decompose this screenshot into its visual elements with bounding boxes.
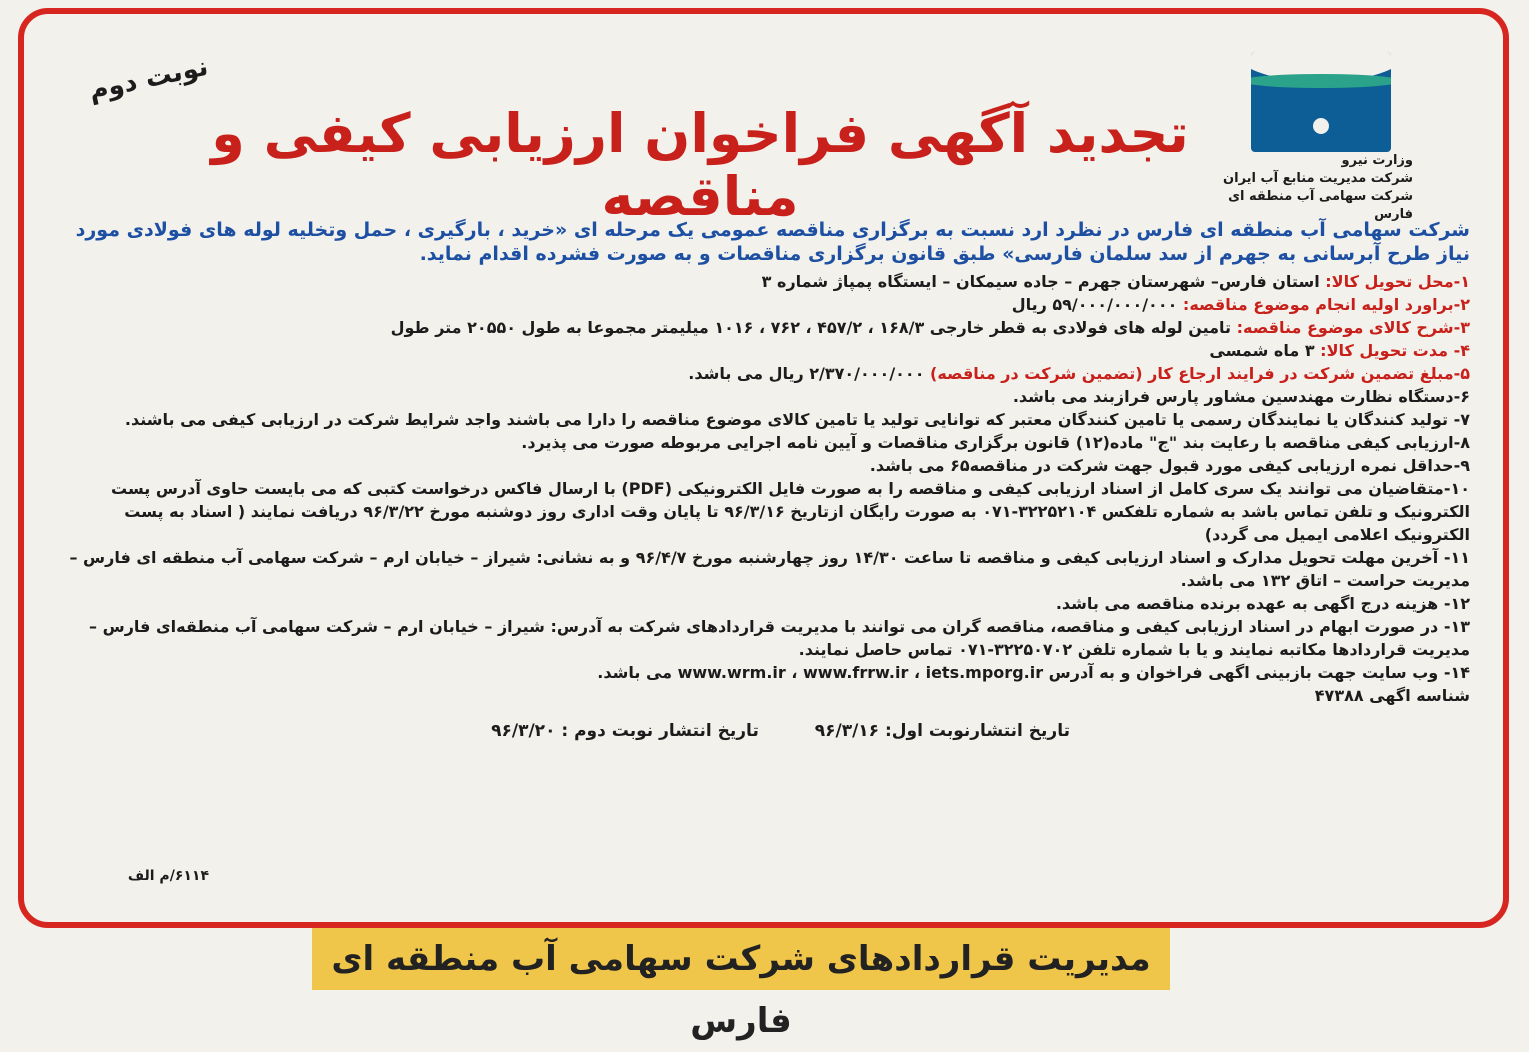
org-line: شرکت مدیریت منابع آب ایران: [1223, 171, 1413, 186]
list-item: ۱۴- وب سایت جهت بازبینی اگهی فراخوان و به آدرس www.wrm.ir ، www.frrw.ir ، iets.mporg.ir می باشد.: [597, 663, 1470, 682]
list-item: ۹-حداقل نمره ارزیابی کیفی مورد قبول جهت شرکت در مناقصه۶۵ می باشد.: [869, 456, 1470, 475]
ad-code: ۶۱۱۴/م الف: [127, 868, 209, 884]
list-item: ۸-ارزیابی کیفی مناقصه با رعایت بند "ج" ماده(۱۲) قانون برگزاری مناقصات و آیین نامه اجرایی مربوطه صورت می پذیرد.: [521, 433, 1470, 452]
list-item: ۱۲- هزینه درج اگهی به عهده برنده مناقصه می باشد.: [1055, 594, 1470, 613]
list-item: ۳-شرح کالای موضوع مناقصه: تامین لوله های فولادی به قطر خارجی ۱۶۸/۳ ، ۴۵۷/۲ ، ۷۶۲ ، ۱۰۱۶ میلیمتر مجموعا به طول ۲۰۵۵۰ متر طول: [390, 318, 1470, 337]
round-label: نوبت دوم: [86, 51, 211, 107]
list-item: ۲-براورد اولیه انجام موضوع مناقصه: ۵۹/۰۰۰/۰۰۰/۰۰۰ ریال: [1011, 295, 1470, 314]
second-publish-date: تاریخ انتشار نوبت دوم : ۹۶/۳/۲۰: [491, 721, 759, 741]
page-title: تجدید آگهی فراخوان ارزیابی کیفی و مناقصه: [211, 102, 1189, 228]
first-publish-date: تاریخ انتشارنوبت اول: ۹۶/۳/۱۶: [814, 721, 1070, 741]
footer-banner: مدیریت قراردادهای شرکت سهامی آب منطقه ای فارس: [312, 928, 1170, 990]
list-item: ۷- تولید کنندگان یا نمایندگان رسمی یا تامین کنندگان معتبر که توانایی تولید یا تامین کالای موضوع مناقصه را دارا می باشند واجد شرایط شرکت در ارزیابی کیفی می باشند.: [124, 410, 1470, 429]
list-item: ۶-دستگاه نظارت مهندسین مشاور پارس فرازبند می باشد.: [1012, 387, 1470, 406]
list-item: ۱۳- در صورت ابهام در اسناد ارزیابی کیفی و مناقصه، مناقصه گران می توانند با مدیریت قراردادهای شرکت به آدرس: شیراز – خیابان ارم – شرکت سهامی آب منطقه‌ای فارس – مدیریت قراردادها مکاتبه نمایند و یا با شماره تلفن ۳۲۲۵۰۷۰۲-۰۷۱ تماس حاصل نمایند.: [89, 617, 1470, 659]
publish-dates: [60, 721, 1070, 741]
list-item: ۵-مبلغ تضمین شرکت در فرایند ارجاع کار (تضمین شرکت در مناقصه) ۲/۳۷۰/۰۰۰/۰۰۰ ریال می باشد.: [688, 364, 1470, 383]
list-item: ۱۱- آخرین مهلت تحویل مدارک و اسناد ارزیابی کیفی و مناقصه تا ساعت ۱۴/۳۰ روز چهارشنبه مورخ ۹۶/۴/۷ و به نشانی: شیراز – خیابان ارم – شرکت سهامی آب منطقه ای فارس – مدیریت حراست – اتاق ۱۳۲ می باشد.: [69, 548, 1470, 590]
org-header: [1221, 52, 1421, 224]
ad-body: [60, 218, 1470, 741]
ad-id: شناسه اگهی ۴۷۳۸۸: [1314, 686, 1470, 705]
list-item: ۱۰-متقاضیان می توانند یک سری کامل از اسناد ارزیابی کیفی و مناقصه را به صورت فایل الکترونیکی (PDF) با ارسال فاکس درخواست کتبی که می بایست حاوی آدرس پست الکترونیک و تلفن تماس باشد به شماره تلفکس ۳۲۲۵۲۱۰۴-۰۷۱ به صورت رایگان ازتاریخ ۹۶/۳/۱۶ تا پایان وقت اداری روز دوشنبه مورخ ۹۶/۳/۲۲ دریافت نمایند ( اسناد به پست الکترونیک اعلامی ایمیل می گردد): [111, 479, 1470, 544]
org-line: شرکت سهامی آب منطقه ای فارس: [1228, 189, 1413, 222]
list-item: ۱-محل تحویل کالا: استان فارس– شهرستان جهرم – جاده سیمکان – ایستگاه پمپاژ شماره ۳: [761, 272, 1470, 291]
list-item: ۴- مدت تحویل کالا: ۳ ماه شمسی: [1209, 341, 1470, 360]
org-line: وزارت نیرو: [1341, 153, 1413, 168]
water-company-logo-icon: [1251, 52, 1391, 152]
intro-paragraph: شرکت سهامی آب منطقه ای فارس در نظرد ارد نسبت به برگزاری مناقصه عمومی یک مرحله ای «خرید ، بارگیری ، حمل وتخلیه لوله های فولادی مورد نیاز طرح آبرسانی به جهرم از سد سلمان فارسی» طبق قانون برگزاری مناقصات و به صورت فشرده اقدام نماید.: [75, 219, 1470, 265]
